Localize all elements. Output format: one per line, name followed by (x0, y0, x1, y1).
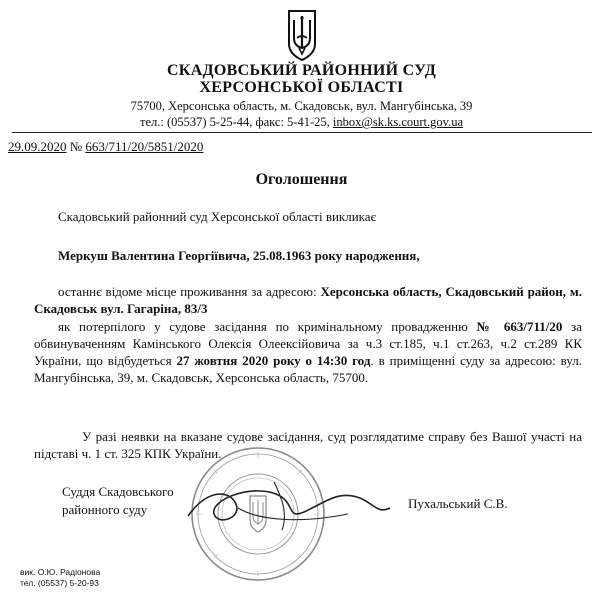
reference-number-prefix: № (66, 139, 86, 154)
document-title: Оголошення (255, 171, 348, 188)
residence-prefix: останнє відоме місце проживання за адресою: (58, 284, 321, 299)
court-email-link[interactable]: inbox@sk.ks.court.gov.ua (332, 115, 464, 129)
summons-paragraph (34, 318, 582, 386)
contacts-phone-fax: тел.: (05537) 5-25-44, факс: 5-41-25, (139, 115, 333, 129)
coat-of-arms-icon (286, 8, 318, 62)
warning-paragraph: У разі неявки на вказане судове засідання, суд розглядатиме справу без Вашої участі на підставі ч. 1 ст. 325 КПК України. (34, 429, 582, 461)
residence-paragraph (34, 283, 582, 317)
hearing-datetime: 27 жовтня 2020 року о 14:30 год (176, 353, 371, 368)
case-number: № 663/711/20 (476, 319, 563, 334)
reference-date: 29.09.2020 (8, 139, 67, 154)
reference-number: 663/711/20/5851/2020 (85, 139, 204, 154)
judge-signature (178, 468, 398, 538)
summons-text-1: як потерпілого у судове засідання по кримінальному провадженню (58, 319, 477, 334)
judge-title-line-2: районного суду (62, 502, 148, 517)
judge-name: Пухальський С.В. (408, 496, 508, 511)
court-contacts (0, 115, 603, 130)
summons-text-3: . в приміщенні суду за адресою: вул. Мангубінська, 39, м. Скадовськ, Херсонська область, 75700. (34, 353, 582, 385)
header-divider (12, 132, 592, 133)
summons-text-2: за обвинуваченням Камінського Олексія Олеексійовича за ч.3 ст.185, ч.1 ст.263, ч.2 ст.289 КК України, що відбудеться (34, 319, 583, 368)
judge-title-line-1: Суддя Скадовського (62, 484, 174, 499)
executor-phone: тел. (05537) 5-20-93 (20, 578, 99, 588)
reference-line (8, 139, 203, 155)
court-address: 75700, Херсонська область, м. Скадовськ, вул. Мангубінська, 39 (130, 99, 473, 113)
court-name-line-1: СКАДОВСЬКИЙ РАЙОННИЙ СУД (166, 62, 437, 79)
court-name-line-2: ХЕРСОНСЬКОЇ ОБЛАСТІ (199, 79, 404, 96)
intro-paragraph: Скадовський районний суд Херсонської області викликає (58, 209, 377, 224)
summoned-person: Меркуш Валентина Георгіївича, 25.08.1963 року народження, (58, 248, 420, 263)
executor-name: вик. О.Ю. Радіонова (20, 567, 101, 577)
residence-address: Херсонська область, Скадовський район, м. Скадовськ вул. Гагаріна, 83/3 (34, 284, 582, 316)
